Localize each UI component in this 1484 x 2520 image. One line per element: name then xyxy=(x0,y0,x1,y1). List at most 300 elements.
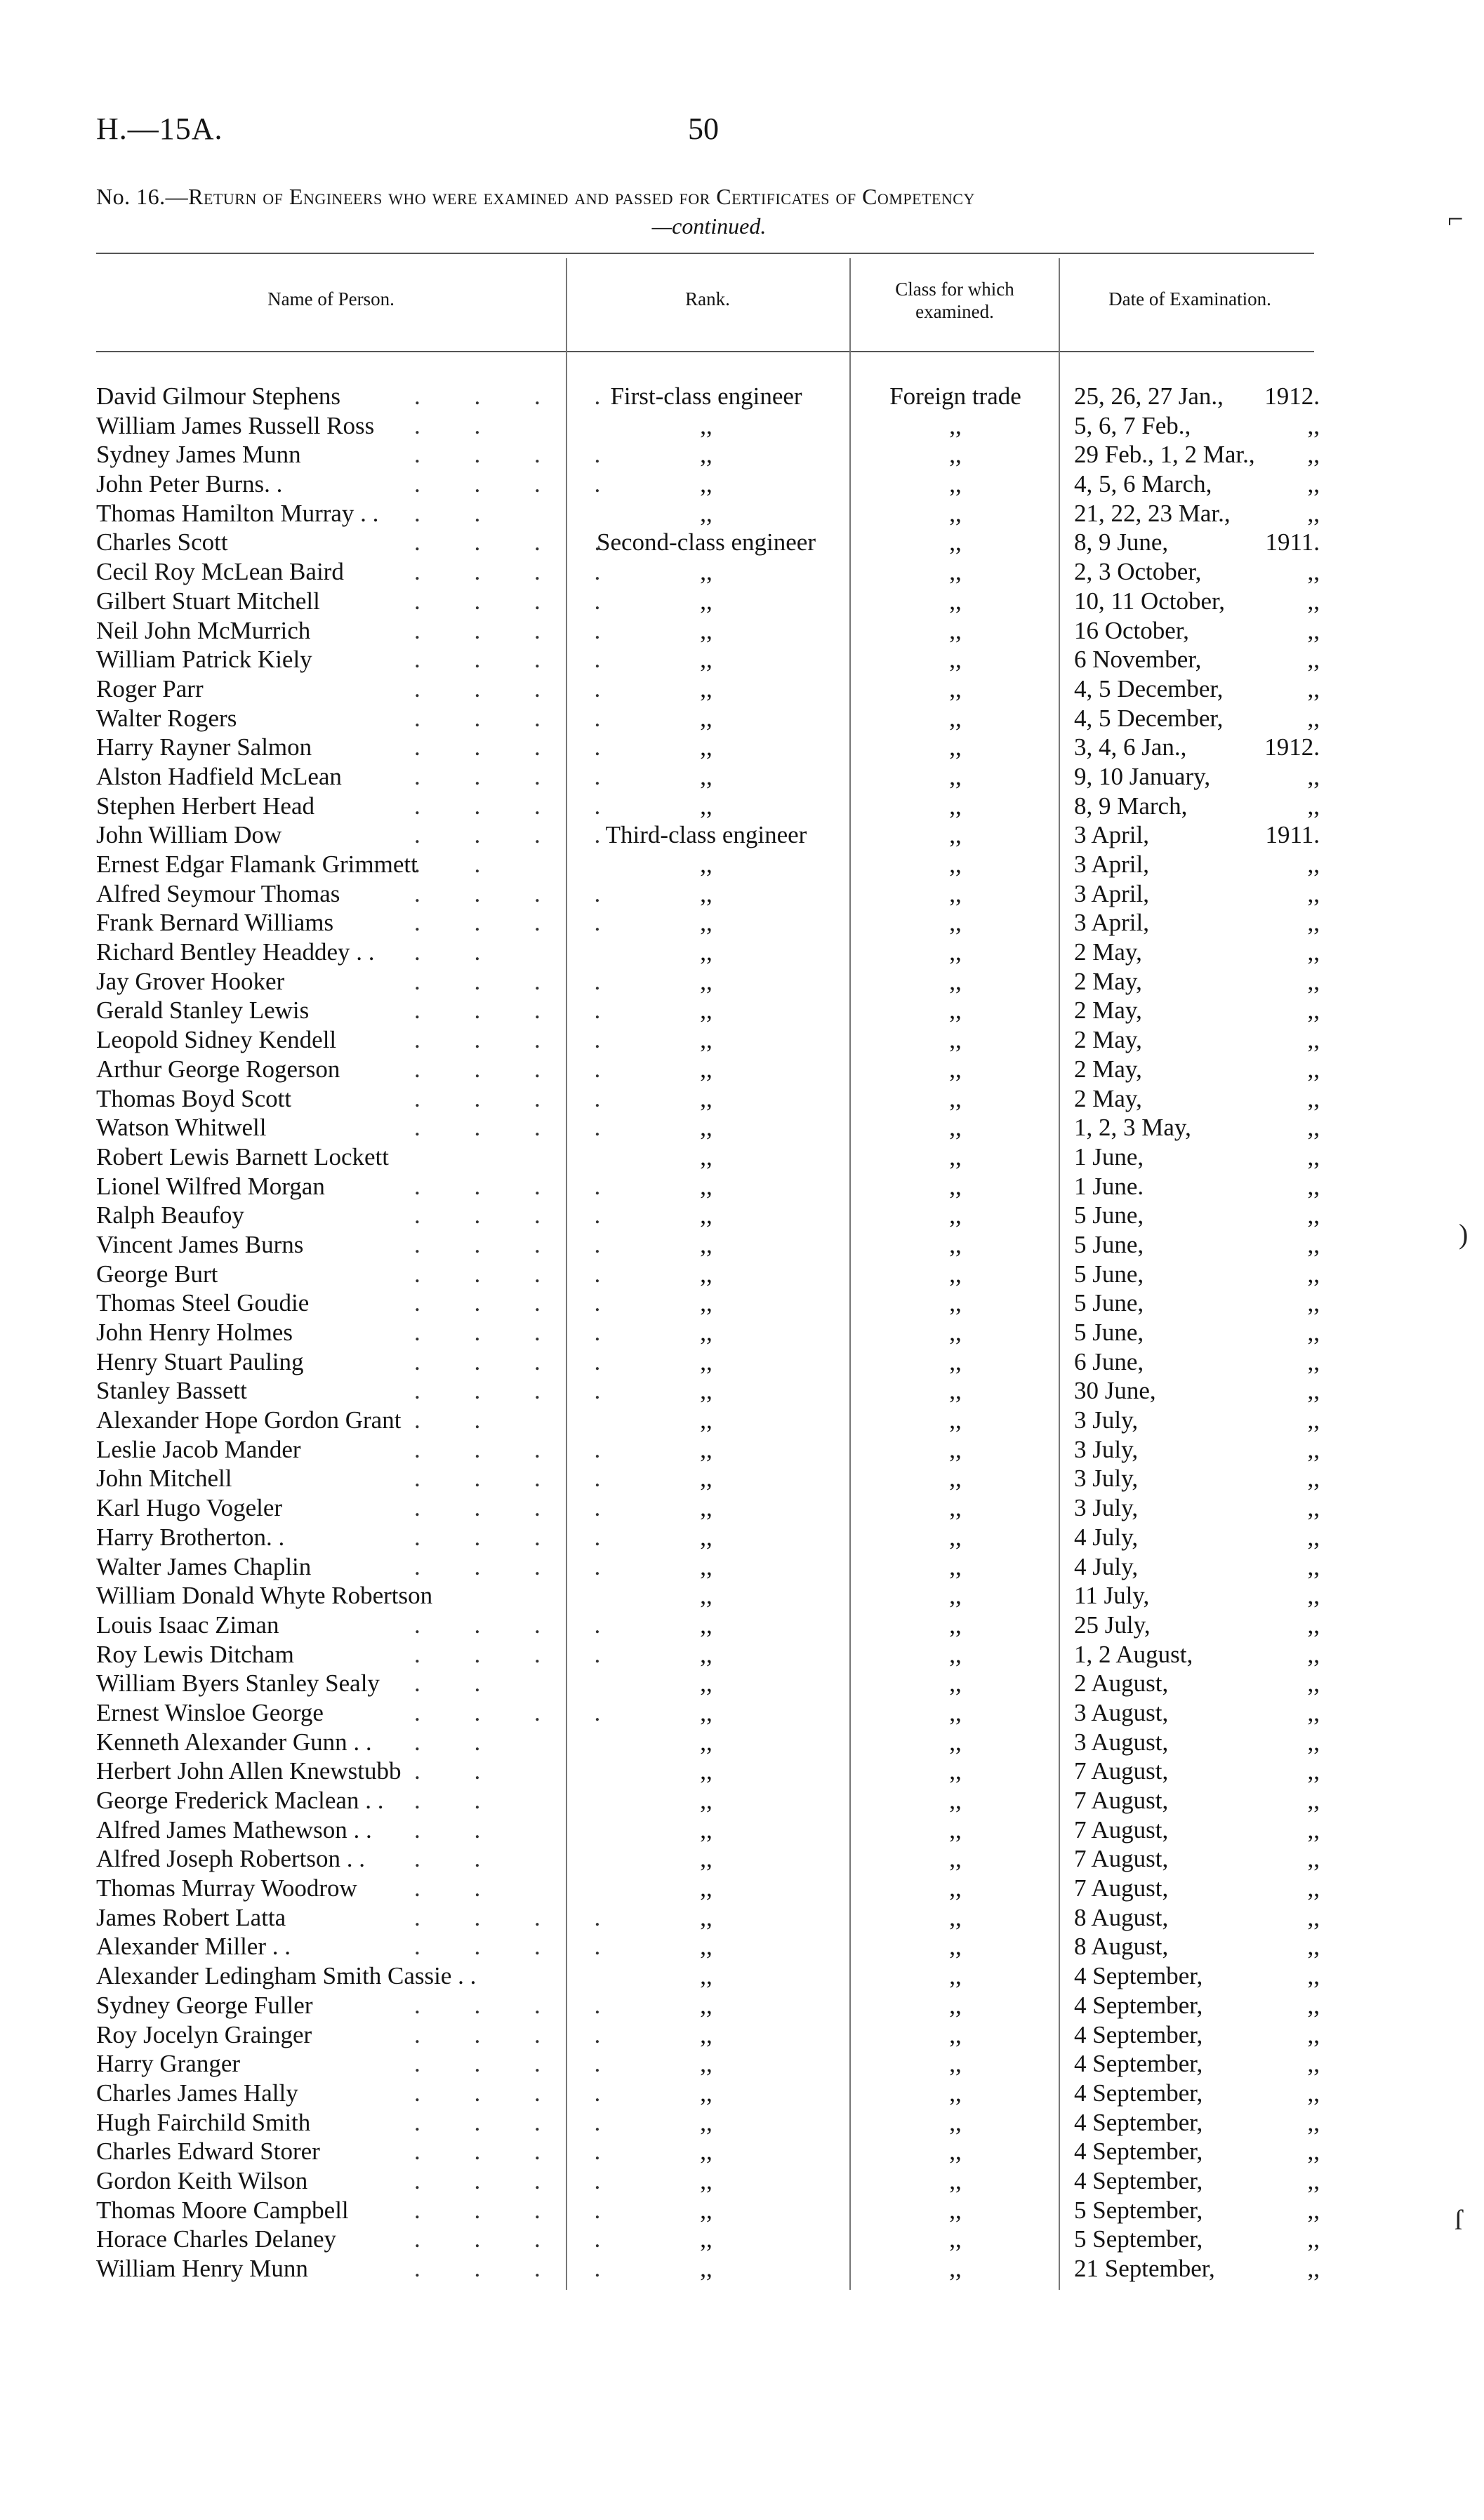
leader-dots: . . . . xyxy=(414,909,625,937)
leader-dots: . . xyxy=(414,1669,505,1698)
rank-cell: ,, xyxy=(700,1669,713,1698)
person-name: James Robert Latta xyxy=(96,1903,286,1931)
year-cell: ,, xyxy=(1307,1640,1320,1668)
date-cell: 11 July, xyxy=(1074,1582,1150,1610)
year-cell: ,, xyxy=(1307,762,1320,790)
person-name: Karl Hugo Vogeler xyxy=(96,1494,283,1522)
date-cell: 8 August, xyxy=(1074,1903,1169,1931)
class-cell: ,, xyxy=(949,528,962,556)
table-row xyxy=(0,1318,1484,1347)
series-number: H.—15A. xyxy=(96,112,223,146)
table-row xyxy=(0,2254,1484,2284)
person-name: Alexander Miller . . xyxy=(96,1933,291,1961)
table-row xyxy=(0,1640,1484,1669)
year-cell: ,, xyxy=(1307,1991,1320,2019)
person-name: Thomas Boyd Scott xyxy=(96,1084,292,1112)
person-name: Vincent James Burns xyxy=(96,1230,304,1258)
date-cell: 25 July, xyxy=(1074,1611,1151,1639)
year-cell: ,, xyxy=(1307,2225,1320,2253)
person-name: Gilbert Stuart Mitchell xyxy=(96,587,320,615)
rank-cell: ,, xyxy=(700,1757,713,1785)
table-row xyxy=(0,1347,1484,1377)
table-row xyxy=(0,1961,1484,1991)
year-cell: ,, xyxy=(1307,2255,1320,2282)
leader-dots: . . xyxy=(414,1787,505,1814)
year-cell: ,, xyxy=(1307,1260,1320,1288)
title-continued: —continued. xyxy=(651,213,767,239)
class-cell: ,, xyxy=(949,616,962,644)
rank-cell: ,, xyxy=(700,1260,713,1288)
date-cell: 10, 11 October, xyxy=(1074,587,1226,615)
leader-dots: . . . . xyxy=(414,2020,625,2048)
table-row xyxy=(0,908,1484,938)
rank-cell: ,, xyxy=(700,558,713,586)
class-cell: ,, xyxy=(949,1494,962,1522)
date-cell: 2 May, xyxy=(1074,1084,1142,1112)
leader-dots: . . . . xyxy=(414,1465,625,1493)
date-cell: 5 September, xyxy=(1074,2225,1203,2253)
rank-cell: ,, xyxy=(700,851,713,878)
leader-dots: . . . . xyxy=(414,792,625,820)
title-text: Return of Engineers who were examined and passed for Certificates of Competency xyxy=(188,184,975,209)
date-cell: 9, 10 January, xyxy=(1074,762,1211,790)
year-cell: 1912. xyxy=(1264,382,1320,410)
leader-dots: . . . . xyxy=(414,1552,625,1580)
person-name: Ernest Winsloe George xyxy=(96,1698,324,1726)
year-cell: ,, xyxy=(1307,1874,1320,1902)
class-cell: ,, xyxy=(949,1874,962,1902)
rank-cell: ,, xyxy=(700,1435,713,1463)
rank-cell: ,, xyxy=(700,1230,713,1258)
table-header-rule xyxy=(96,351,1314,352)
date-cell: 2 May, xyxy=(1074,1026,1142,1054)
leader-dots: . . . . xyxy=(414,674,625,702)
date-cell: 4 July, xyxy=(1074,1523,1139,1551)
rank-cell: ,, xyxy=(700,762,713,790)
person-name: Ernest Edgar Flamank Grimmett xyxy=(96,851,418,878)
year-cell: ,, xyxy=(1307,1669,1320,1698)
person-name: Gerald Stanley Lewis xyxy=(96,996,310,1025)
table-row xyxy=(0,2137,1484,2166)
class-cell: ,, xyxy=(949,1142,962,1171)
leader-dots: . . . . xyxy=(414,733,625,761)
table-row xyxy=(0,1201,1484,1230)
person-name: Frank Bernard Williams xyxy=(96,909,334,937)
year-cell: ,, xyxy=(1307,1201,1320,1229)
table-row xyxy=(0,674,1484,704)
leader-dots: . . . . xyxy=(414,1640,625,1668)
rank-cell: ,, xyxy=(700,1465,713,1493)
date-cell: 2 May, xyxy=(1074,996,1142,1025)
class-cell: ,, xyxy=(949,1406,962,1434)
person-name: George Burt xyxy=(96,1260,218,1288)
person-name: George Frederick Maclean . . xyxy=(96,1787,384,1814)
rank-cell: ,, xyxy=(700,1289,713,1317)
rank-cell: ,, xyxy=(700,1142,713,1171)
person-name: Walter Rogers xyxy=(96,704,237,732)
rank-cell: ,, xyxy=(700,1347,713,1375)
year-cell: ,, xyxy=(1307,1552,1320,1580)
class-cell: Foreign trade xyxy=(889,382,1021,410)
person-name: Harry Brotherton. . xyxy=(96,1523,285,1551)
leader-dots: . . xyxy=(414,1757,505,1785)
date-cell: 5 June, xyxy=(1074,1230,1144,1258)
rank-cell: ,, xyxy=(700,1962,713,1990)
rank-cell: ,, xyxy=(700,1406,713,1434)
person-name: Thomas Steel Goudie xyxy=(96,1289,310,1317)
year-cell: ,, xyxy=(1307,1787,1320,1814)
date-cell: 4 September, xyxy=(1074,2079,1203,2107)
date-cell: 5 September, xyxy=(1074,2196,1203,2224)
class-cell: ,, xyxy=(949,1055,962,1083)
rank-cell: ,, xyxy=(700,704,713,732)
class-cell: ,, xyxy=(949,2138,962,2166)
leader-dots: . . . . xyxy=(414,762,625,790)
leader-dots: . . . . xyxy=(414,1114,625,1142)
person-name: Neil John McMurrich xyxy=(96,616,311,644)
table-row xyxy=(0,469,1484,499)
date-cell: 8 August, xyxy=(1074,1933,1169,1961)
leader-dots: . . . . xyxy=(414,646,625,674)
rank-cell: ,, xyxy=(700,616,713,644)
year-cell: ,, xyxy=(1307,1084,1320,1112)
table-row xyxy=(0,2079,1484,2108)
rank-cell: ,, xyxy=(700,1026,713,1054)
date-cell: 5 June, xyxy=(1074,1289,1144,1317)
rank-cell: ,, xyxy=(700,1903,713,1931)
rank-cell: ,, xyxy=(700,1319,713,1346)
class-cell: ,, xyxy=(949,2166,962,2194)
class-cell: ,, xyxy=(949,587,962,615)
person-name: William Patrick Kiely xyxy=(96,646,312,674)
person-name: Thomas Hamilton Murray . . xyxy=(96,499,379,527)
date-cell: 2, 3 October, xyxy=(1074,558,1202,586)
class-cell: ,, xyxy=(949,1523,962,1551)
person-name: Stanley Bassett xyxy=(96,1377,247,1405)
year-cell: ,, xyxy=(1307,470,1320,498)
date-cell: 3 July, xyxy=(1074,1465,1139,1493)
class-cell: ,, xyxy=(949,470,962,498)
person-name: Alexander Ledingham Smith Cassie . . xyxy=(96,1962,477,1990)
class-cell: ,, xyxy=(949,762,962,790)
table-row xyxy=(0,2196,1484,2225)
rank-cell: ,, xyxy=(700,1991,713,2019)
person-name: Sydney George Fuller xyxy=(96,1991,313,2019)
rank-cell: ,, xyxy=(700,1201,713,1229)
date-cell: 25, 26, 27 Jan., xyxy=(1074,382,1224,410)
leader-dots: . . . . xyxy=(414,2225,625,2253)
rank-cell: ,, xyxy=(700,646,713,674)
year-cell: ,, xyxy=(1307,938,1320,966)
date-cell: 2 August, xyxy=(1074,1669,1169,1698)
rank-cell: ,, xyxy=(700,967,713,995)
leader-dots: . . . . xyxy=(414,382,625,410)
year-cell: ,, xyxy=(1307,1845,1320,1873)
date-cell: 3 July, xyxy=(1074,1406,1139,1434)
person-name: Gordon Keith Wilson xyxy=(96,2166,308,2194)
leader-dots: . . . . xyxy=(414,1435,625,1463)
leader-dots: . . xyxy=(414,411,505,439)
person-name: Alston Hadfield McLean xyxy=(96,762,342,790)
person-name: John Henry Holmes xyxy=(96,1319,293,1346)
year-cell: ,, xyxy=(1307,879,1320,907)
class-cell: ,, xyxy=(949,1289,962,1317)
class-cell: ,, xyxy=(949,909,962,937)
class-cell: ,, xyxy=(949,1991,962,2019)
year-cell: ,, xyxy=(1307,1611,1320,1639)
table-row xyxy=(0,938,1484,967)
leader-dots: . . . . xyxy=(414,587,625,615)
table-row xyxy=(0,411,1484,441)
date-cell: 1, 2, 3 May, xyxy=(1074,1114,1191,1142)
date-cell: 4 September, xyxy=(1074,2166,1203,2194)
rank-cell: ,, xyxy=(700,909,713,937)
year-cell: ,, xyxy=(1307,1406,1320,1434)
person-name: Lionel Wilfred Morgan xyxy=(96,1172,325,1200)
leader-dots: . . . . xyxy=(414,1055,625,1083)
table-row xyxy=(0,1055,1484,1084)
table-row xyxy=(0,879,1484,909)
leader-dots: . . xyxy=(414,938,505,966)
leader-dots: . . . . xyxy=(414,1319,625,1346)
class-cell: ,, xyxy=(949,2225,962,2253)
rank-cell: ,, xyxy=(700,1611,713,1639)
date-cell: 2 May, xyxy=(1074,1055,1142,1083)
leader-dots: . . xyxy=(414,1815,505,1844)
person-name: Jay Grover Hooker xyxy=(96,967,285,995)
rank-cell: ,, xyxy=(700,938,713,966)
year-cell: ,, xyxy=(1307,411,1320,439)
leader-dots: . . . . xyxy=(414,1611,625,1639)
table-row xyxy=(0,1406,1484,1435)
date-cell: 7 August, xyxy=(1074,1815,1169,1844)
person-name: Ralph Beaufoy xyxy=(96,1201,244,1229)
class-cell: ,, xyxy=(949,1435,962,1463)
rank-cell: ,, xyxy=(700,470,713,498)
person-name: Leopold Sidney Kendell xyxy=(96,1026,337,1054)
date-cell: 7 August, xyxy=(1074,1874,1169,1902)
table-row xyxy=(0,762,1484,792)
table-row xyxy=(0,1113,1484,1142)
date-cell: 3, 4, 6 Jan., xyxy=(1074,733,1187,761)
table-row xyxy=(0,1493,1484,1523)
date-cell: 4 September, xyxy=(1074,1991,1203,2019)
table-row xyxy=(0,996,1484,1025)
person-name: Charles Scott xyxy=(96,528,228,556)
class-cell: ,, xyxy=(949,2020,962,2048)
person-name: Sydney James Munn xyxy=(96,441,301,469)
year-cell: 1911. xyxy=(1265,821,1320,849)
year-cell: ,, xyxy=(1307,1114,1320,1142)
rank-cell: ,, xyxy=(700,674,713,702)
table-row xyxy=(0,1844,1484,1874)
date-cell: 2 May, xyxy=(1074,967,1142,995)
rank-cell: ,, xyxy=(700,1552,713,1580)
class-cell: ,, xyxy=(949,2196,962,2224)
class-cell: ,, xyxy=(949,441,962,469)
date-cell: 4, 5 December, xyxy=(1074,704,1224,732)
class-cell: ,, xyxy=(949,646,962,674)
person-name: Watson Whitwell xyxy=(96,1114,267,1142)
class-cell: ,, xyxy=(949,879,962,907)
class-cell: ,, xyxy=(949,1611,962,1639)
leader-dots: . . . . xyxy=(414,2138,625,2166)
date-cell: 4 September, xyxy=(1074,2138,1203,2166)
rank-cell: ,, xyxy=(700,1787,713,1814)
page-number: 50 xyxy=(688,112,719,146)
leader-dots: . . . . xyxy=(414,1260,625,1288)
table-row xyxy=(0,2225,1484,2254)
class-cell: ,, xyxy=(949,1582,962,1610)
rank-cell: ,, xyxy=(700,1845,713,1873)
leader-dots: . . . . xyxy=(414,1933,625,1961)
date-cell: 5, 6, 7 Feb., xyxy=(1074,411,1191,439)
leader-dots: . . . . xyxy=(414,470,625,498)
date-cell: 5 June, xyxy=(1074,1201,1144,1229)
class-cell: ,, xyxy=(949,1845,962,1873)
class-cell: ,, xyxy=(949,2255,962,2282)
leader-dots: . . . . xyxy=(414,996,625,1025)
date-cell: 1 June, xyxy=(1074,1142,1144,1171)
rank-cell: ,, xyxy=(700,996,713,1025)
class-cell: ,, xyxy=(949,851,962,878)
class-cell: ,, xyxy=(949,1084,962,1112)
year-cell: ,, xyxy=(1307,587,1320,615)
date-cell: 29 Feb., 1, 2 Mar., xyxy=(1074,441,1255,469)
date-cell: 1, 2 August, xyxy=(1074,1640,1193,1668)
class-cell: ,, xyxy=(949,1962,962,1990)
leader-dots: . . . . xyxy=(414,2108,625,2136)
person-name: Henry Stuart Pauling xyxy=(96,1347,304,1375)
date-cell: 4 September, xyxy=(1074,1962,1203,1990)
year-cell: ,, xyxy=(1307,851,1320,878)
rank-cell: ,, xyxy=(700,2020,713,2048)
year-cell: ,, xyxy=(1307,1494,1320,1522)
leader-dots: . . . . xyxy=(414,1026,625,1054)
leader-dots: . . . . xyxy=(414,2050,625,2078)
table-row xyxy=(0,645,1484,674)
rank-cell: ,, xyxy=(700,2255,713,2282)
date-cell: 4 September, xyxy=(1074,2020,1203,2048)
class-cell: ,, xyxy=(949,1377,962,1405)
rank-cell: ,, xyxy=(700,1815,713,1844)
leader-dots: . . . . xyxy=(414,1289,625,1317)
leader-dots: . . . . xyxy=(414,704,625,732)
person-name: Charles James Hally xyxy=(96,2079,298,2107)
person-name: John Mitchell xyxy=(96,1465,232,1493)
leader-dots: . . . . xyxy=(414,616,625,644)
leader-dots: . . . . xyxy=(414,1377,625,1405)
leader-dots: . . . . xyxy=(414,1903,625,1931)
table-row xyxy=(0,2049,1484,2079)
leader-dots: . . . . xyxy=(414,1084,625,1112)
date-cell: 6 June, xyxy=(1074,1347,1144,1375)
column-header-name: Name of Person. xyxy=(267,288,395,309)
leader-dots: . . xyxy=(414,1728,505,1756)
date-cell: 30 June, xyxy=(1074,1377,1156,1405)
table-row xyxy=(0,616,1484,646)
table-row xyxy=(0,1698,1484,1728)
year-cell: ,, xyxy=(1307,646,1320,674)
table-row xyxy=(0,1728,1484,1757)
year-cell: ,, xyxy=(1307,616,1320,644)
leader-dots: . . xyxy=(414,1406,505,1434)
person-name: Thomas Murray Woodrow xyxy=(96,1874,357,1902)
rank-cell: ,, xyxy=(700,1874,713,1902)
rank-cell: ,, xyxy=(700,792,713,820)
year-cell: ,, xyxy=(1307,1055,1320,1083)
year-cell: ,, xyxy=(1307,1815,1320,1844)
date-cell: 8, 9 March, xyxy=(1074,792,1188,820)
date-cell: 4, 5, 6 March, xyxy=(1074,470,1212,498)
year-cell: ,, xyxy=(1307,909,1320,937)
table-row xyxy=(0,2166,1484,2196)
year-cell: ,, xyxy=(1307,1698,1320,1726)
table-row xyxy=(0,382,1484,411)
table-row xyxy=(0,1376,1484,1406)
rank-cell: ,, xyxy=(700,587,713,615)
year-cell: ,, xyxy=(1307,967,1320,995)
margin-mark: ſ xyxy=(1455,2204,1463,2236)
year-cell: ,, xyxy=(1307,1903,1320,1931)
class-cell: ,, xyxy=(949,1172,962,1200)
class-cell: ,, xyxy=(949,1260,962,1288)
leader-dots: . . . . xyxy=(414,2079,625,2107)
class-cell: ,, xyxy=(949,1201,962,1229)
class-cell: ,, xyxy=(949,1026,962,1054)
rank-cell: ,, xyxy=(700,879,713,907)
class-cell: ,, xyxy=(949,821,962,849)
engineer-table-body xyxy=(0,382,1484,2284)
column-header-class: Class for which examined. xyxy=(895,279,1014,322)
class-cell: ,, xyxy=(949,1903,962,1931)
year-cell: ,, xyxy=(1307,1728,1320,1756)
year-cell: ,, xyxy=(1307,1435,1320,1463)
date-cell: 4 July, xyxy=(1074,1552,1139,1580)
date-cell: 21 September, xyxy=(1074,2255,1215,2282)
rank-cell: ,, xyxy=(700,1728,713,1756)
table-row xyxy=(0,499,1484,528)
person-name: Kenneth Alexander Gunn . . xyxy=(96,1728,372,1756)
table-row xyxy=(0,1523,1484,1552)
year-cell: ,, xyxy=(1307,1230,1320,1258)
class-cell: ,, xyxy=(949,792,962,820)
person-name: Hugh Fairchild Smith xyxy=(96,2108,311,2136)
date-cell: 3 April, xyxy=(1074,851,1149,878)
margin-mark: ) xyxy=(1459,1218,1469,1250)
class-cell: ,, xyxy=(949,1640,962,1668)
rank-cell: ,, xyxy=(700,1377,713,1405)
class-cell: ,, xyxy=(949,674,962,702)
leader-dots: . . . . xyxy=(414,528,625,556)
class-cell: ,, xyxy=(949,1552,962,1580)
year-cell: 1911. xyxy=(1265,528,1320,556)
person-name: Charles Edward Storer xyxy=(96,2138,320,2166)
person-name: Cecil Roy McLean Baird xyxy=(96,558,344,586)
rank-cell: ,, xyxy=(700,1698,713,1726)
table-row xyxy=(0,704,1484,733)
column-header-rank: Rank. xyxy=(685,288,730,309)
rank-cell: ,, xyxy=(700,1933,713,1961)
table-title xyxy=(96,184,1332,210)
table-row xyxy=(0,1815,1484,1845)
table-row xyxy=(0,1142,1484,1172)
table-row xyxy=(0,528,1484,557)
person-name: Roger Parr xyxy=(96,674,204,702)
leader-dots: . . xyxy=(414,1874,505,1902)
table-row xyxy=(0,2108,1484,2138)
person-name: Robert Lewis Barnett Lockett xyxy=(96,1142,389,1171)
